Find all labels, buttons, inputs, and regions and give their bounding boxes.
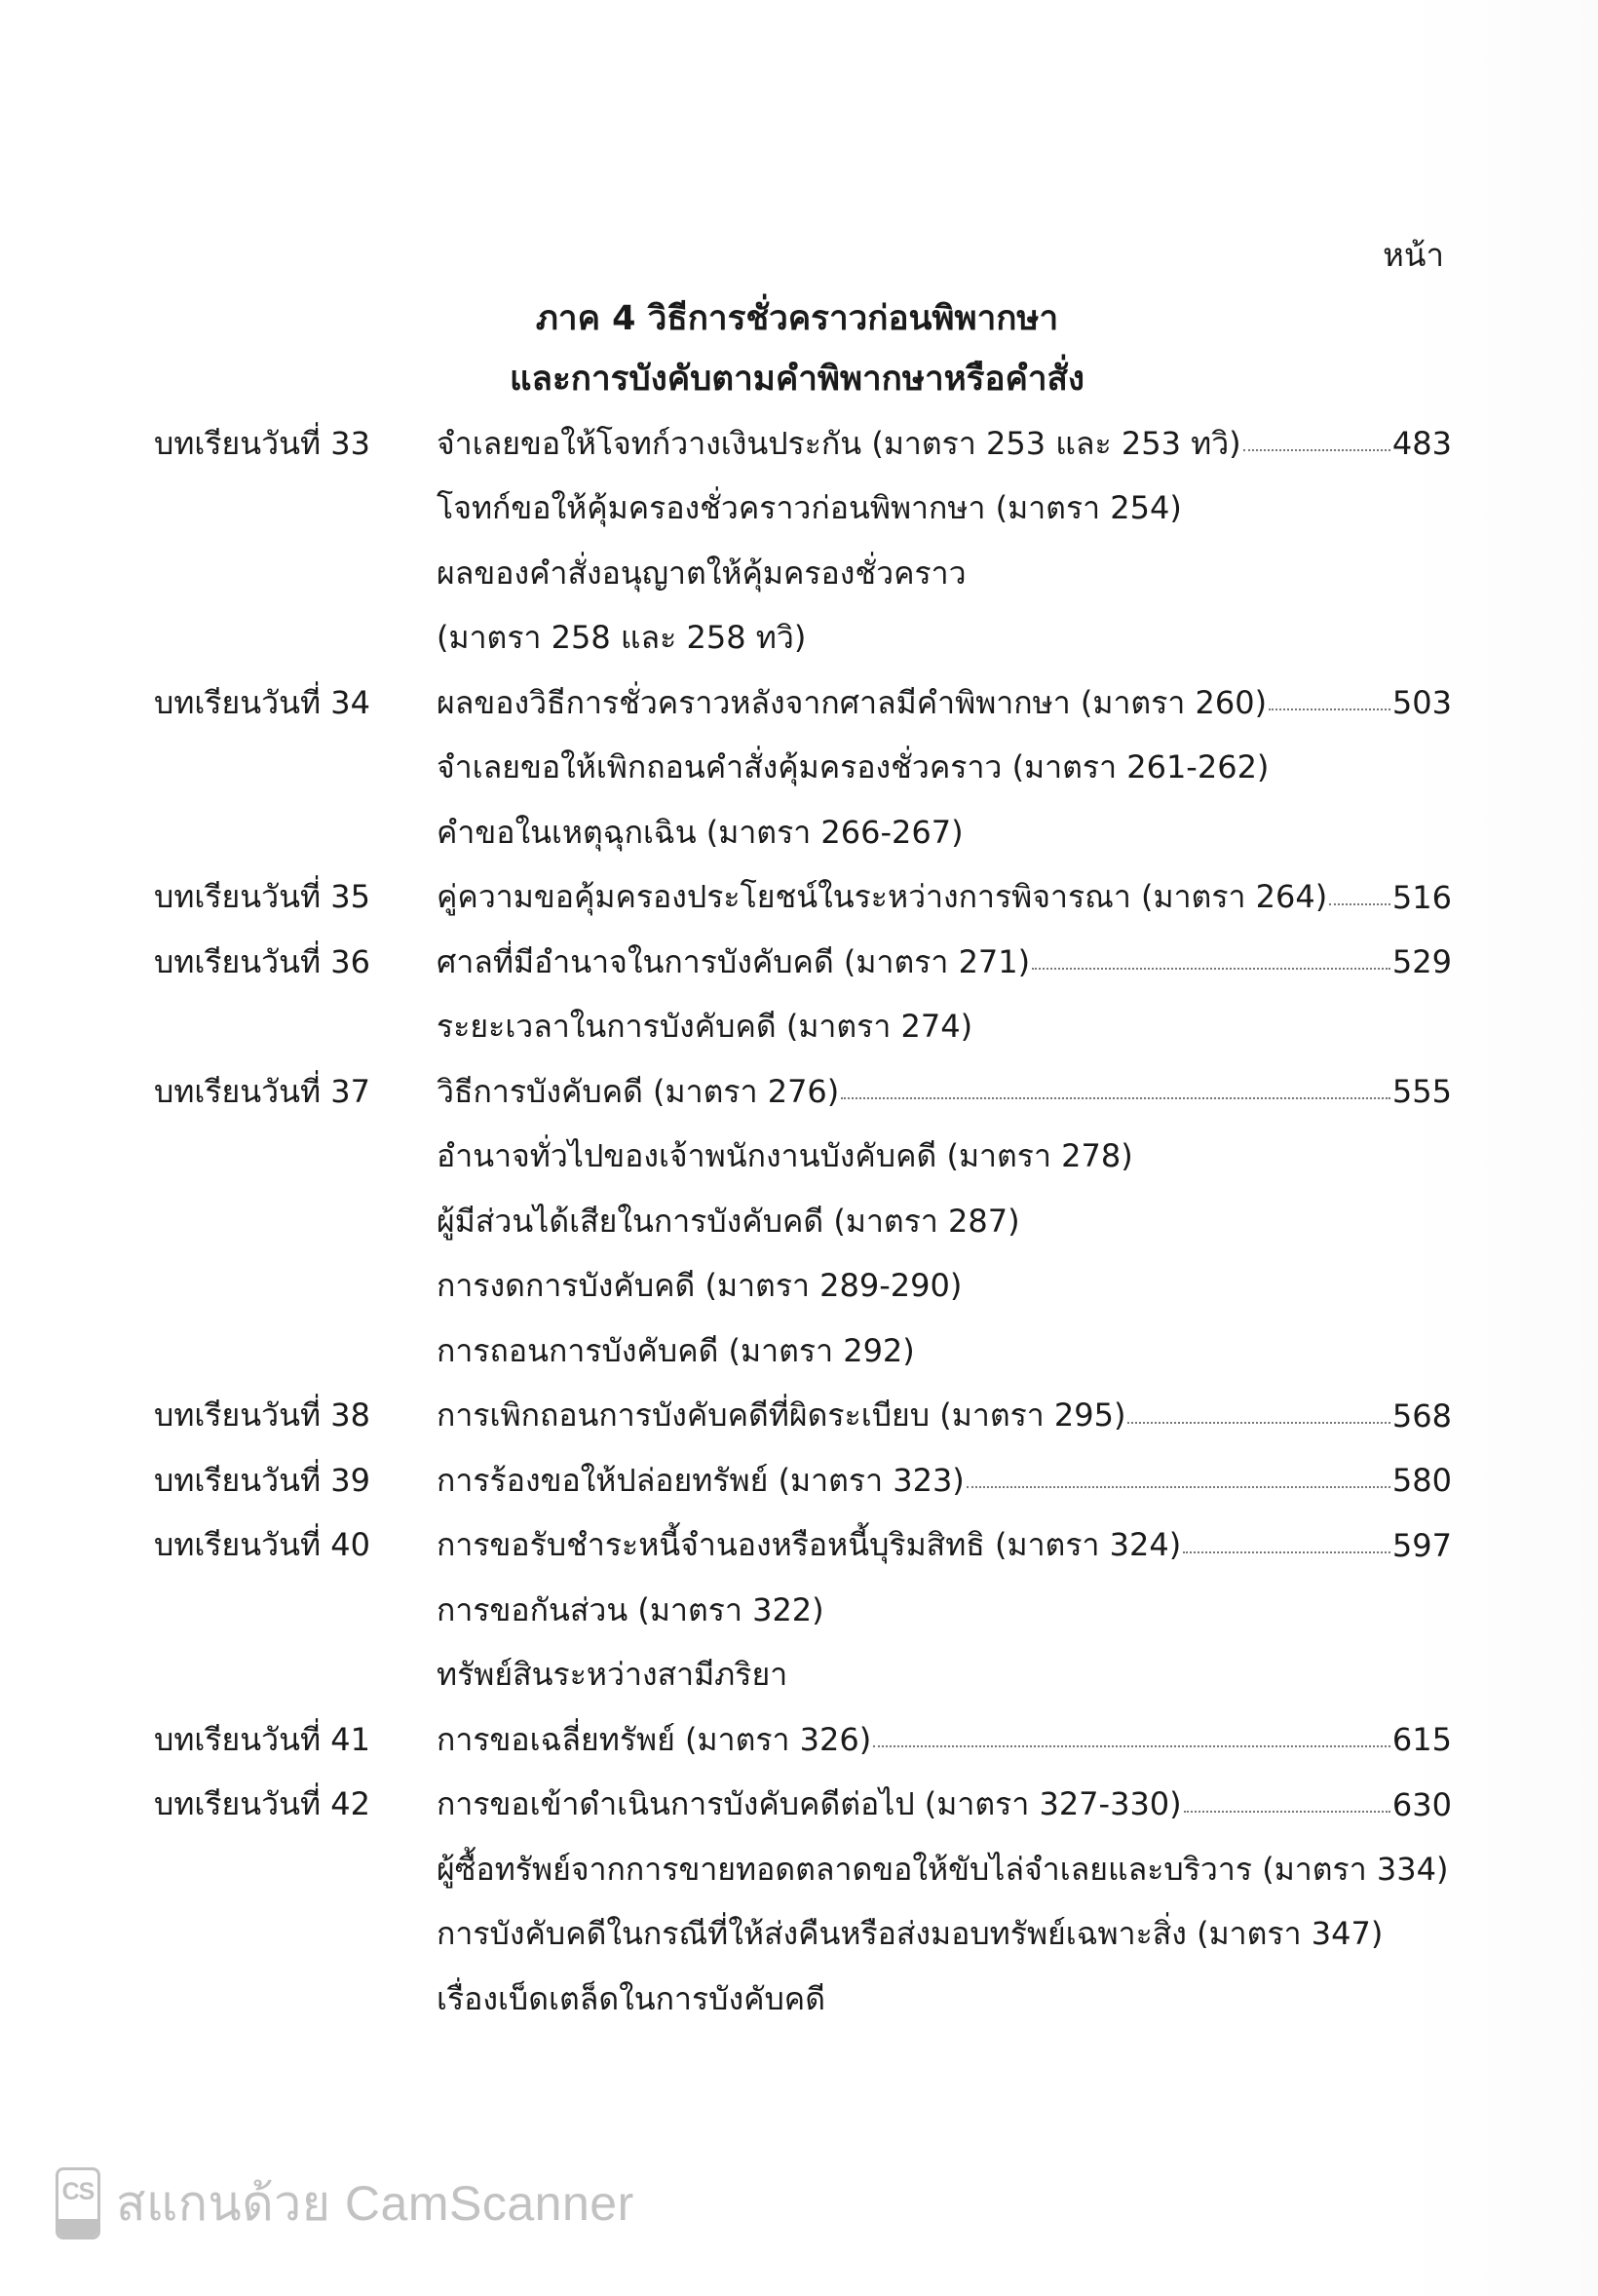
entry-title: (มาตรา 258 และ 258 ทวิ) — [437, 619, 807, 657]
toc-entry — [154, 930, 1452, 995]
lesson-label: บทเรียนวันที่ 33 — [154, 424, 370, 462]
dot-leader — [1269, 708, 1390, 710]
toc-entry — [154, 1967, 1452, 2032]
lesson-label: บทเรียนวันที่ 35 — [154, 878, 370, 916]
toc-entry — [154, 1448, 1452, 1513]
entry-title: ผู้มีส่วนได้เสียในการบังคับคดี (มาตรา 287) — [437, 1202, 1020, 1240]
dot-leader — [1184, 1811, 1390, 1813]
dot-leader — [873, 1745, 1390, 1747]
dot-leader — [1127, 1422, 1389, 1424]
dot-leader — [967, 1486, 1390, 1488]
toc-entry — [154, 1319, 1452, 1384]
entry-title: จำเลยขอให้เพิกถอนคำสั่งคุ้มครองชั่วคราว (มาตรา 261-262) — [437, 748, 1270, 786]
lesson-label: บทเรียนวันที่ 37 — [154, 1072, 370, 1110]
camscanner-logo-icon — [56, 2167, 100, 2239]
entry-title: การขอกันส่วน (มาตรา 322) — [437, 1590, 824, 1628]
toc-entry — [154, 1578, 1452, 1643]
entry-title: ทรัพย์สินระหว่างสามีภริยา — [437, 1656, 788, 1694]
section-title — [0, 288, 1598, 409]
toc-entry — [154, 800, 1452, 865]
toc-entry — [154, 477, 1452, 542]
section-title-line-2: และการบังคับตามคำพิพากษาหรือคำสั่ง — [509, 360, 1085, 399]
lesson-label: บทเรียนวันที่ 42 — [154, 1785, 370, 1823]
toc-entry — [154, 411, 1452, 477]
page-number: 483 — [1391, 425, 1452, 463]
table-of-contents — [154, 411, 1452, 2032]
toc-entry — [154, 1837, 1452, 1902]
page-number: 630 — [1391, 1785, 1452, 1823]
page-number: 615 — [1391, 1721, 1452, 1759]
lesson-label: บทเรียนวันที่ 38 — [154, 1397, 370, 1435]
entry-title: ศาลที่มีอำนาจในการบังคับคดี (มาตรา 271) — [437, 942, 1031, 980]
lesson-label: บทเรียนวันที่ 36 — [154, 942, 370, 980]
entry-title: การงดการบังคับคดี (มาตรา 289-290) — [437, 1267, 963, 1305]
entry-title: การขอเข้าดำเนินการบังคับคดีต่อไป (มาตรา 327-330) — [437, 1785, 1182, 1823]
entry-title: อำนาจทั่วไปของเจ้าพนักงานบังคับคดี (มาตรา 278) — [437, 1137, 1133, 1175]
camscanner-logo-letters: CS — [61, 2178, 95, 2205]
toc-entry — [154, 736, 1452, 801]
entry-title: คำขอในเหตุฉุกเฉิน (มาตรา 266-267) — [437, 813, 964, 851]
toc-entry — [154, 1513, 1452, 1579]
lesson-label: บทเรียนวันที่ 34 — [154, 683, 370, 721]
toc-entry — [154, 1059, 1452, 1125]
page-column-header: หน้า — [1383, 236, 1444, 274]
toc-entry — [154, 541, 1452, 606]
dot-leader — [1243, 449, 1390, 451]
entry-title: วิธีการบังคับคดี (มาตรา 276) — [437, 1072, 840, 1110]
entry-title: ผู้ซื้อทรัพย์จากการขายทอดตลาดขอให้ขับไล่จำเลยและบริวาร (มาตรา 334) — [437, 1850, 1449, 1888]
entry-title: คู่ความขอคุ้มครองประโยชน์ในระหว่างการพิจารณา (มาตรา 264) — [437, 878, 1328, 916]
toc-entry — [154, 606, 1452, 671]
watermark-text: สแกนด้วย CamScanner — [116, 2175, 634, 2231]
dot-leader — [1183, 1551, 1390, 1553]
page-number: 503 — [1391, 684, 1452, 722]
entry-title: เรื่องเบ็ดเตล็ดในการบังคับคดี — [437, 1979, 825, 2017]
page-number: 568 — [1391, 1397, 1452, 1435]
entry-title: การร้องขอให้ปล่อยทรัพย์ (มาตรา 323) — [437, 1461, 965, 1499]
lesson-label: บทเรียนวันที่ 40 — [154, 1526, 370, 1564]
camscanner-logo-band — [58, 2219, 97, 2237]
entry-title: ระยะเวลาในการบังคับคดี (มาตรา 274) — [437, 1008, 973, 1046]
page-number: 555 — [1391, 1073, 1452, 1111]
toc-entry — [154, 1189, 1452, 1254]
toc-entry — [154, 1254, 1452, 1320]
page-number: 529 — [1391, 943, 1452, 981]
dot-leader — [1329, 903, 1390, 905]
lesson-label: บทเรียนวันที่ 39 — [154, 1461, 370, 1499]
page-number: 597 — [1391, 1526, 1452, 1564]
section-title-line-1: ภาค 4 วิธีการชั่วคราวก่อนพิพากษา — [535, 299, 1059, 338]
toc-entry — [154, 1125, 1452, 1190]
lesson-label: บทเรียนวันที่ 41 — [154, 1720, 370, 1758]
toc-entry — [154, 865, 1452, 931]
entry-title: การขอรับชำระหนี้จำนองหรือหนี้บุริมสิทธิ (มาตรา 324) — [437, 1526, 1182, 1564]
entry-title: การบังคับคดีในกรณีที่ให้ส่งคืนหรือส่งมอบทรัพย์เฉพาะสิ่ง (มาตรา 347) — [437, 1915, 1384, 1953]
entry-title: โจทก์ขอให้คุ้มครองชั่วคราวก่อนพิพากษา (มาตรา 254) — [437, 489, 1182, 527]
entry-title: ผลของวิธีการชั่วคราวหลังจากศาลมีคำพิพากษา (มาตรา 260) — [437, 683, 1268, 721]
toc-entry — [154, 1384, 1452, 1449]
entry-title: การขอเฉลี่ยทรัพย์ (มาตรา 326) — [437, 1720, 872, 1758]
dot-leader — [1032, 968, 1390, 970]
page-number: 516 — [1391, 878, 1452, 916]
entry-title: การถอนการบังคับคดี (มาตรา 292) — [437, 1331, 915, 1369]
toc-entry — [154, 1773, 1452, 1838]
toc-entry — [154, 1707, 1452, 1773]
entry-title: การเพิกถอนการบังคับคดีที่ผิดระเบียบ (มาตรา 295) — [437, 1397, 1126, 1435]
toc-entry — [154, 1643, 1452, 1708]
toc-entry — [154, 670, 1452, 736]
entry-title: จำเลยขอให้โจทก์วางเงินประกัน (มาตรา 253 และ 253 ทวิ) — [437, 424, 1241, 462]
dot-leader — [841, 1097, 1390, 1099]
page-number: 580 — [1391, 1462, 1452, 1500]
toc-entry — [154, 995, 1452, 1060]
camscanner-watermark — [56, 2166, 634, 2240]
entry-title: ผลของคำสั่งอนุญาตให้คุ้มครองชั่วคราว — [437, 554, 967, 592]
toc-entry — [154, 1902, 1452, 1968]
